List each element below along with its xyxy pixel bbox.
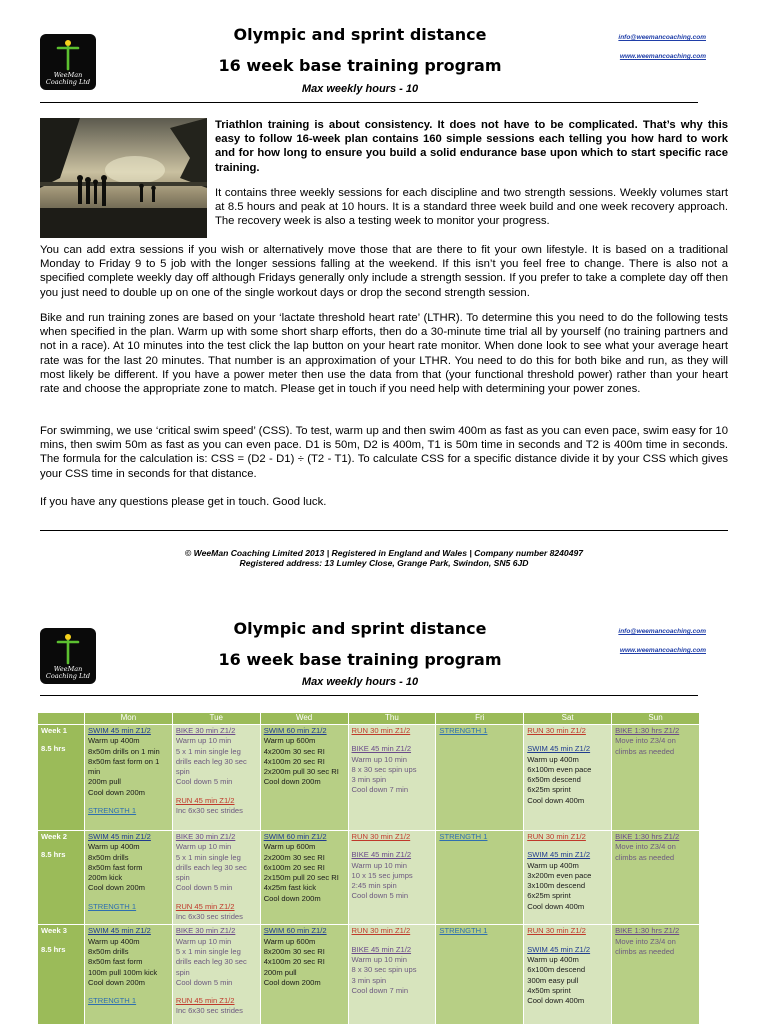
session-cell-wed <box>260 925 348 1025</box>
session-details: Warm up 400m 8x50m drills 8x50m fast form 100m pull 100m kick Cool down 200m <box>88 936 158 987</box>
session-details: Warm up 600m 8x200m 30 sec RI 4x100m 20 sec RI 200m pull Cool down 200m <box>263 936 325 987</box>
session-details: Warm up 10 min 8 x 30 sec spin ups 3 min spin Cool down 7 min <box>351 754 417 795</box>
session-details: Warm up 10 min 5 x 1 min single leg drills each leg 30 sec spin Cool down 5 min <box>175 936 247 987</box>
week-label-cell <box>38 725 85 831</box>
week-hours: 8.5 hrs <box>41 744 66 754</box>
session-heading[interactable]: STRENGTH 1 <box>88 806 137 816</box>
session-heading[interactable]: RUN 30 min Z1/2 <box>351 926 411 936</box>
session-cell-sun <box>612 725 700 831</box>
session-heading[interactable]: SWIM 45 min Z1/2 <box>88 832 151 841</box>
week-hours: 8.5 hrs <box>41 944 66 954</box>
session-heading[interactable]: RUN 30 min Z1/2 <box>527 926 586 936</box>
session-heading[interactable]: BIKE 1:30 hrs Z1/2 <box>615 832 680 841</box>
intro-paragraph-4: Bike and run training zones are based on your ‘lactate threshold heart rate’ (LTHR). To determine this you need to do the following tests when specified in the plan. Warm up with some short sharp efforts, then do a 30-minute time trial all by yourself (no training partners and not in a race). At 10 minutes into the test click the lap button on your heart rate monitor. When done look to see what your average heart rate was for the last 20 minutes. That number is an approximation of your LTHR. You need to do this for both bike and run, as they will most likely be different. If you have a power meter then use the data from that (your functional threshold power) rather than your heart rate and choose the appropriate zone to match. Please get in touch if you need help with determining your power zones. <box>40 312 728 396</box>
session-heading[interactable]: RUN 45 min Z1/2 <box>175 795 235 805</box>
max-hours-note: Max weekly hours - 10 <box>301 83 419 95</box>
session-heading[interactable]: BIKE 30 min Z1/2 <box>175 726 236 735</box>
session-cell-mon <box>85 725 173 831</box>
day-header: Thu <box>348 713 436 725</box>
session-heading[interactable]: SWIM 60 min Z1/2 <box>263 832 327 841</box>
session-cell-mon <box>85 925 173 1025</box>
week-label-cell <box>38 831 85 925</box>
table-row <box>38 925 700 1025</box>
session-details: Move into Z3/4 on climbs as needed <box>615 936 676 956</box>
session-heading[interactable]: RUN 30 min Z1/2 <box>527 832 586 841</box>
session-heading[interactable]: BIKE 30 min Z1/2 <box>175 926 236 936</box>
session-heading[interactable]: SWIM 45 min Z1/2 <box>527 850 591 860</box>
week-hours: 8.5 hrs <box>41 850 66 860</box>
session-details: Warm up 400m 6x100m descend 300m easy pull 4x50m sprint Cool down 400m <box>527 954 586 1006</box>
table-row <box>38 831 700 925</box>
session-heading[interactable]: STRENGTH 1 <box>439 832 488 841</box>
session-heading[interactable]: STRENGTH 1 <box>88 901 137 911</box>
session-details: Warm up 10 min 8 x 30 sec spin ups 3 min spin Cool down 7 min <box>351 954 417 995</box>
week-label: Week 2 <box>41 832 68 841</box>
day-header: Fri <box>436 713 524 725</box>
session-heading[interactable]: BIKE 45 min Z1/2 <box>351 744 412 754</box>
session-details: Warm up 600m 2x200m 30 sec RI 6x100m 20 sec RI 2x150m pull 20 sec RI 4x25m fast kick Cool down 200m <box>263 842 339 903</box>
session-heading[interactable]: BIKE 30 min Z1/2 <box>175 832 236 841</box>
footer-line-2: Registered address: 13 Lumley Close, Grange Park, Swindon, SN5 6JD <box>239 558 529 568</box>
session-cell-thu <box>348 925 436 1025</box>
session-cell-tue <box>172 831 260 925</box>
session-heading[interactable]: RUN 45 min Z1/2 <box>175 901 235 911</box>
session-details: Inc 6x30 sec strides <box>175 912 243 922</box>
footer <box>40 548 728 568</box>
session-cell-tue <box>172 925 260 1025</box>
session-details: Move into Z3/4 on climbs as needed <box>615 842 676 862</box>
session-cell-wed <box>260 831 348 925</box>
session-heading[interactable]: BIKE 1:30 hrs Z1/2 <box>615 726 680 735</box>
session-cell-fri <box>436 725 524 831</box>
table-header-row <box>38 713 700 725</box>
day-header: Wed <box>260 713 348 725</box>
session-details: Warm up 600m 4x200m 30 sec RI 4x100m 20 sec RI 2x200m pull 30 sec RI Cool down 200m <box>263 736 339 787</box>
session-details: Warm up 10 min 10 x 15 sec jumps 2:45 min spin Cool down 5 min <box>351 860 413 901</box>
intro-paragraph-6: If you have any questions please get in touch. Good luck. <box>40 496 327 508</box>
session-heading[interactable]: RUN 30 min Z1/2 <box>351 726 411 735</box>
day-header: Mon <box>85 713 173 725</box>
session-heading[interactable]: STRENGTH 1 <box>88 996 137 1006</box>
week-label: Week 1 <box>41 726 68 735</box>
session-details: Inc 6x30 sec strides <box>175 1006 243 1016</box>
session-cell-wed <box>260 725 348 831</box>
session-heading[interactable]: RUN 45 min Z1/2 <box>175 996 235 1006</box>
footer-line-1: © WeeMan Coaching Limited 2013 | Registered in England and Wales | Company number 8240497 <box>184 548 584 558</box>
intro-paragraph-3: You can add extra sessions if you wish or alternatively move those that are there to fit your own lifestyle. It is based on a traditional Monday to Friday 9 to 5 job with the longer sessions falling at the weekend. If this isn’t you feel free to change. There is also not a specified complete weekly day off although Fridays generally only include a strength session. If you prefer to take a complete day off then you just need to double up on one of the single workout days or drop the second strength session. <box>40 244 728 299</box>
session-heading[interactable]: BIKE 45 min Z1/2 <box>351 850 412 860</box>
session-details: Warm up 400m 6x100m even pace 6x50m descend 6x25m sprint Cool down 400m <box>527 754 592 805</box>
session-heading[interactable]: RUN 30 min Z1/2 <box>351 832 411 841</box>
max-hours-note: Max weekly hours - 10 <box>301 676 419 688</box>
session-details: Inc 6x30 sec strides <box>175 806 243 816</box>
page-subtitle: 16 week base training program <box>218 56 502 75</box>
day-header: Tue <box>172 713 260 725</box>
session-details: Move into Z3/4 on climbs as needed <box>615 736 676 756</box>
session-cell-thu <box>348 725 436 831</box>
stick-figure-icon <box>56 633 80 665</box>
session-cell-thu <box>348 831 436 925</box>
session-details: Warm up 400m 8x50m drills on 1 min 8x50m fast form on 1 min 200m pull Cool down 200m <box>88 736 160 797</box>
session-cell-sun <box>612 831 700 925</box>
session-details: Warm up 400m 8x50m drills 8x50m fast form 200m kick Cool down 200m <box>88 842 145 893</box>
session-heading[interactable]: SWIM 45 min Z1/2 <box>88 726 151 735</box>
website-link[interactable]: www.weemancoaching.com <box>619 647 706 654</box>
session-heading[interactable]: STRENGTH 1 <box>439 926 488 936</box>
session-cell-sat <box>524 725 612 831</box>
session-heading[interactable]: SWIM 45 min Z1/2 <box>527 744 591 754</box>
week-label-cell <box>38 925 85 1025</box>
session-details: Warm up 10 min 5 x 1 min single leg drills each leg 30 sec spin Cool down 5 min <box>175 736 247 787</box>
session-heading[interactable]: SWIM 45 min Z1/2 <box>527 944 591 954</box>
logo-text: WeeMan Coaching Ltd <box>45 71 91 86</box>
session-cell-sat <box>524 831 612 925</box>
session-heading[interactable]: BIKE 1:30 hrs Z1/2 <box>615 926 680 936</box>
session-heading[interactable]: BIKE 45 min Z1/2 <box>351 944 412 954</box>
session-details: Warm up 10 min 5 x 1 min single leg drills each leg 30 sec spin Cool down 5 min <box>175 842 247 893</box>
session-cell-mon <box>85 831 173 925</box>
email-link[interactable]: info@weemancoaching.com <box>618 34 706 41</box>
page-subtitle: 16 week base training program <box>218 650 502 669</box>
logo-text: WeeMan Coaching Ltd <box>45 665 91 680</box>
session-heading[interactable]: SWIM 60 min Z1/2 <box>263 926 327 936</box>
day-header: Sat <box>524 713 612 725</box>
intro-paragraph-2: It contains three weekly sessions for each discipline and two strength sessions. Weekly volumes start at 8.5 hours and peak at 10 hours. It is a standard three week build and one week recovery approach. The recovery week is also a testing week to monitor your progress. <box>215 187 728 228</box>
session-cell-fri <box>436 925 524 1025</box>
page-title: Olympic and sprint distance <box>233 25 487 44</box>
session-heading[interactable]: RUN 30 min Z1/2 <box>527 726 586 735</box>
header-corner <box>38 713 85 725</box>
session-heading[interactable]: STRENGTH 1 <box>439 726 488 735</box>
website-link[interactable]: www.weemancoaching.com <box>619 53 706 60</box>
session-details: Warm up 400m 3x200m even pace 3x100m descend 6x25m sprint Cool down 400m <box>527 860 592 911</box>
table-row <box>38 725 700 831</box>
stick-figure-icon <box>56 39 80 71</box>
session-heading[interactable]: SWIM 60 min Z1/2 <box>263 726 327 735</box>
weeman-logo <box>40 34 96 90</box>
header-divider <box>40 102 698 103</box>
email-link[interactable]: info@weemancoaching.com <box>618 628 706 635</box>
footer-divider <box>40 530 728 531</box>
session-cell-sun <box>612 925 700 1025</box>
session-cell-sat <box>524 925 612 1025</box>
weeman-logo <box>40 628 96 684</box>
week-label: Week 3 <box>41 926 68 936</box>
intro-bold-paragraph: Triathlon training is about consistency. It does not have to be complicated. That’s why this easy to follow 16-week plan contains 160 simple sessions each telling you how hard to work and for how long to ensure you build a solid endurance base upon which to start specific race training. <box>215 119 728 174</box>
page-title: Olympic and sprint distance <box>233 619 487 638</box>
session-cell-fri <box>436 831 524 925</box>
intro-paragraph-5: For swimming, we use ‘critical swim speed’ (CSS). To test, warm up and then swim 400m as fast as you can even pace, swim easy for 10 mins, then swim 50m as fast as you can even pace. D1 is 50m, D2 is 400m, T1 is 50m time in seconds and T2 is 400m time in seconds. The formula for the calculation is: CSS = (D2 - D1) ÷ (T2 - T1). To calculate CSS for a specific distance divide it by your CSS which gives your CSS time in seconds for that distance. <box>40 425 728 480</box>
session-heading[interactable]: SWIM 45 min Z1/2 <box>88 926 151 936</box>
session-cell-tue <box>172 725 260 831</box>
triathlon-photo <box>40 118 207 238</box>
header-divider <box>40 695 698 696</box>
day-header: Sun <box>612 713 700 725</box>
training-plan-table <box>37 712 700 1025</box>
